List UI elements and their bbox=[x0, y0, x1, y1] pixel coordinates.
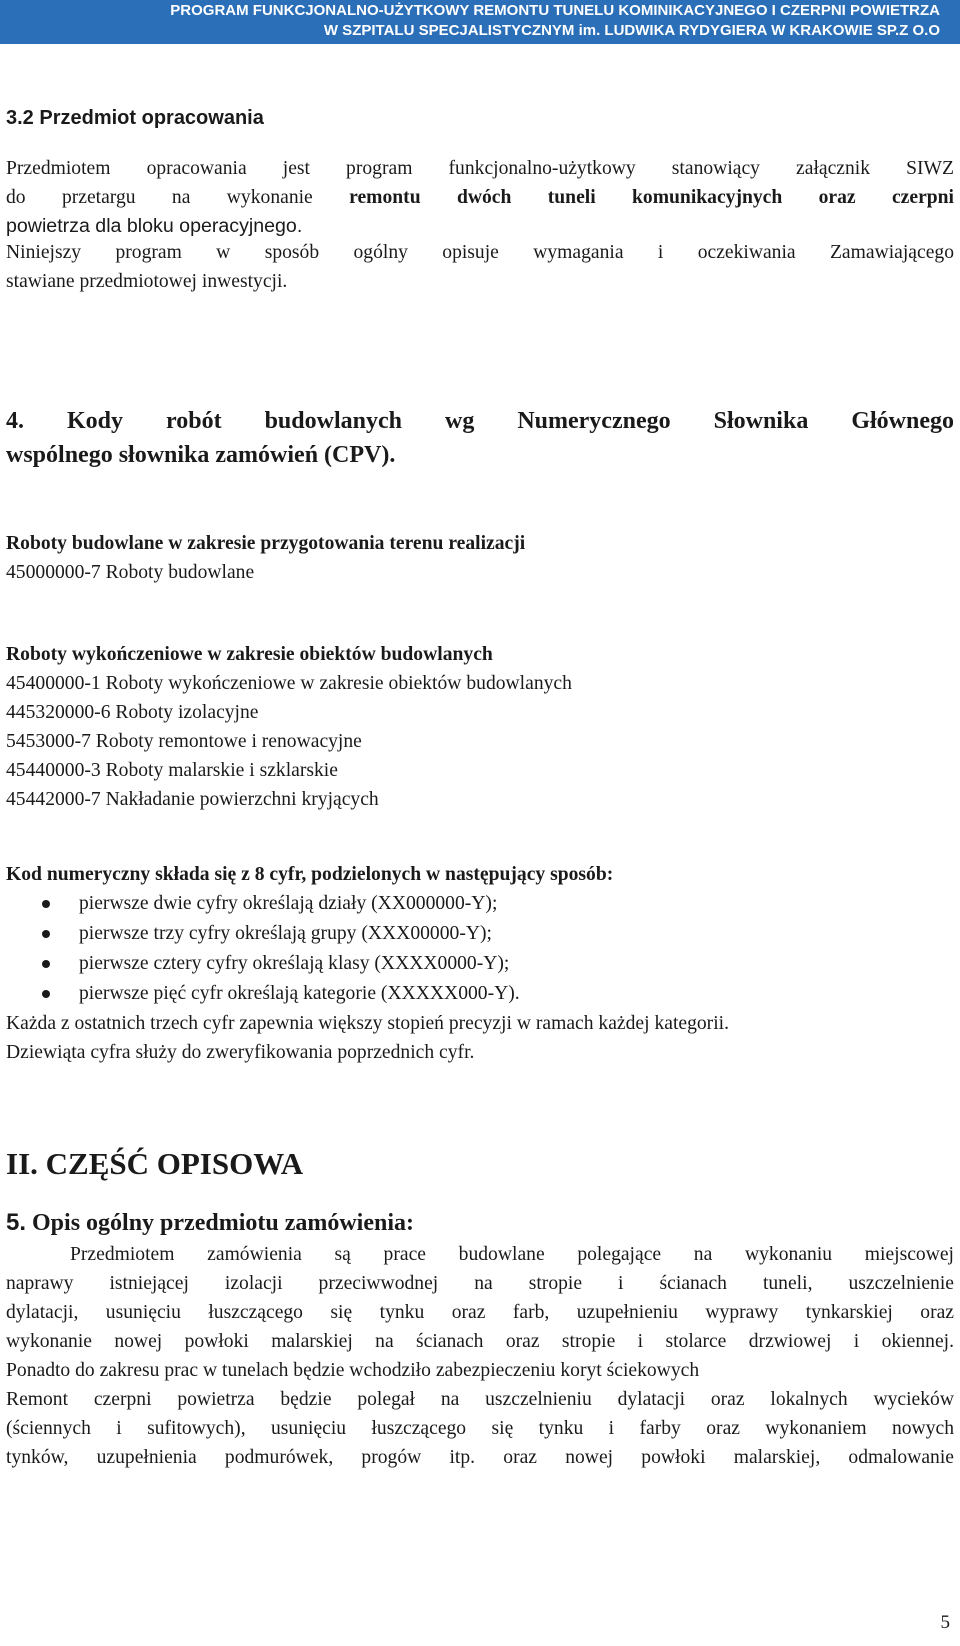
paragraph-line: Przedmiotem zamówienia są prace budowlane polegające na wykonaniu miejscowej bbox=[70, 1244, 954, 1265]
section-5-label: Opis ogólny przedmiotu zamówienia: bbox=[26, 1210, 415, 1236]
paragraph-line: Niniejszy program w sposób ogólny opisuje wymagania i oczekiwania Zamawiającego bbox=[6, 242, 954, 263]
title-line: 4. Kody robót budowlanych wg Numerycznego Słownika Głównego bbox=[6, 408, 954, 434]
cpv-item: 45000000-7 Roboty budowlane bbox=[6, 562, 255, 583]
code-structure-list bbox=[6, 889, 954, 1009]
list-item-text: pierwsze dwie cyfry określają działy (XX000000-Y); bbox=[79, 893, 498, 914]
bullet-icon bbox=[42, 900, 50, 908]
bullet-icon bbox=[42, 960, 50, 968]
section-3-2-paragraph-1 bbox=[6, 154, 954, 241]
section-5-body bbox=[6, 1240, 954, 1472]
bullet-icon bbox=[42, 990, 50, 998]
header-line-1: PROGRAM FUNKCJONALNO-UŻYTKOWY REMONTU TUNELU KOMINIKACYJNEGO I CZERPNI POWIETRZA bbox=[170, 2, 940, 19]
paragraph-line: wykonanie nowej powłoki malarskiej na ścianach oraz stropie i stolarce drzwiowej i okiennej. bbox=[6, 1331, 954, 1352]
list-item bbox=[6, 949, 954, 979]
paragraph-line bbox=[6, 183, 954, 212]
paragraph-line: naprawy istniejącej izolacji przeciwwodnej na stropie i ścianach tuneli, uszczelnienie bbox=[6, 1273, 954, 1294]
paragraph-line: stawiane przedmiotowej inwestycji. bbox=[6, 271, 288, 292]
title-line: wspólnego słownika zamówień (CPV). bbox=[6, 442, 396, 468]
paragraph-line: Przedmiotem opracowania jest program funkcjonalno-użytkowy stanowiący załącznik SIWZ bbox=[6, 158, 954, 179]
list-item-text: pierwsze cztery cyfry określają klasy (XXXX0000-Y); bbox=[79, 953, 510, 974]
part-2-title: II. CZĘŚĆ OPISOWA bbox=[6, 1146, 304, 1181]
text-run-bold: remontu dwóch tuneli komunikacyjnych oraz czerpni bbox=[349, 187, 955, 208]
code-structure-title: Kod numeryczny składa się z 8 cyfr, podzielonych w następujący sposób: bbox=[6, 864, 614, 885]
cpv-group-title: Roboty budowlane w zakresie przygotowania terenu realizacji bbox=[6, 533, 526, 554]
paragraph-line: Ponadto do zakresu prac w tunelach będzie wchodziło zabezpieczeniu koryt ściekowych bbox=[6, 1360, 700, 1381]
cpv-group-1 bbox=[6, 529, 954, 587]
paragraph-line: Każda z ostatnich trzech cyfr zapewnia większy stopień precyzji w ramach każdej kategorii. bbox=[6, 1013, 729, 1034]
paragraph-line: dylatacji, usunięciu łuszczącego się tynku oraz farb, uzupełnieniu wyprawy tynkarskiej oraz bbox=[6, 1302, 954, 1323]
section-3-2-paragraph-2 bbox=[6, 238, 954, 296]
page-number: 5 bbox=[940, 1612, 950, 1633]
cpv-group-title: Roboty wykończeniowe w zakresie obiektów budowlanych bbox=[6, 644, 493, 665]
list-item-text: pierwsze pięć cyfr określają kategorie (XXXXX000-Y). bbox=[79, 983, 520, 1004]
section-4-title bbox=[6, 404, 954, 472]
text-run: do przetargu na wykonanie bbox=[6, 187, 350, 208]
paragraph-line: Remont czerpni powietrza będzie polegał na uszczelnieniu dylatacji oraz lokalnych wycieków bbox=[6, 1389, 954, 1410]
document-header bbox=[0, 0, 960, 44]
list-item bbox=[6, 979, 954, 1009]
paragraph-line: powietrza dla bloku operacyjnego. bbox=[6, 215, 303, 237]
section-3-2-title: 3.2 Przedmiot opracowania bbox=[6, 107, 264, 129]
section-5-title bbox=[6, 1208, 954, 1238]
header-line-2: W SZPITALU SPECJALISTYCZNYM im. LUDWIKA RYDYGIERA W KRAKOWIE SP.Z O.O bbox=[323, 22, 940, 39]
paragraph-line: tynków, uzupełnienia podmurówek, progów itp. oraz nowej powłoki malarskiej, odmalowanie bbox=[6, 1447, 954, 1468]
list-item bbox=[6, 889, 954, 919]
cpv-item: 45440000-3 Roboty malarskie i szklarskie bbox=[6, 760, 338, 781]
list-item bbox=[6, 919, 954, 949]
list-item-text: pierwsze trzy cyfry określają grupy (XXX00000-Y); bbox=[79, 923, 492, 944]
cpv-item: 45442000-7 Nakładanie powierzchni kryjących bbox=[6, 789, 379, 810]
section-5-number: 5. bbox=[6, 1209, 27, 1236]
code-structure bbox=[6, 860, 954, 1067]
bullet-icon bbox=[42, 930, 50, 938]
cpv-group-2 bbox=[6, 640, 954, 814]
paragraph-line: Dziewiąta cyfra służy do zweryfikowania poprzednich cyfr. bbox=[6, 1042, 475, 1063]
paragraph-line: (ściennych i sufitowych), usunięciu łuszczącego się tynku i farby oraz wykonaniem nowych bbox=[6, 1418, 954, 1439]
cpv-item: 45400000-1 Roboty wykończeniowe w zakresie obiektów budowlanych bbox=[6, 673, 572, 694]
cpv-item: 5453000-7 Roboty remontowe i renowacyjne bbox=[6, 731, 362, 752]
cpv-item: 445320000-6 Roboty izolacyjne bbox=[6, 702, 259, 723]
